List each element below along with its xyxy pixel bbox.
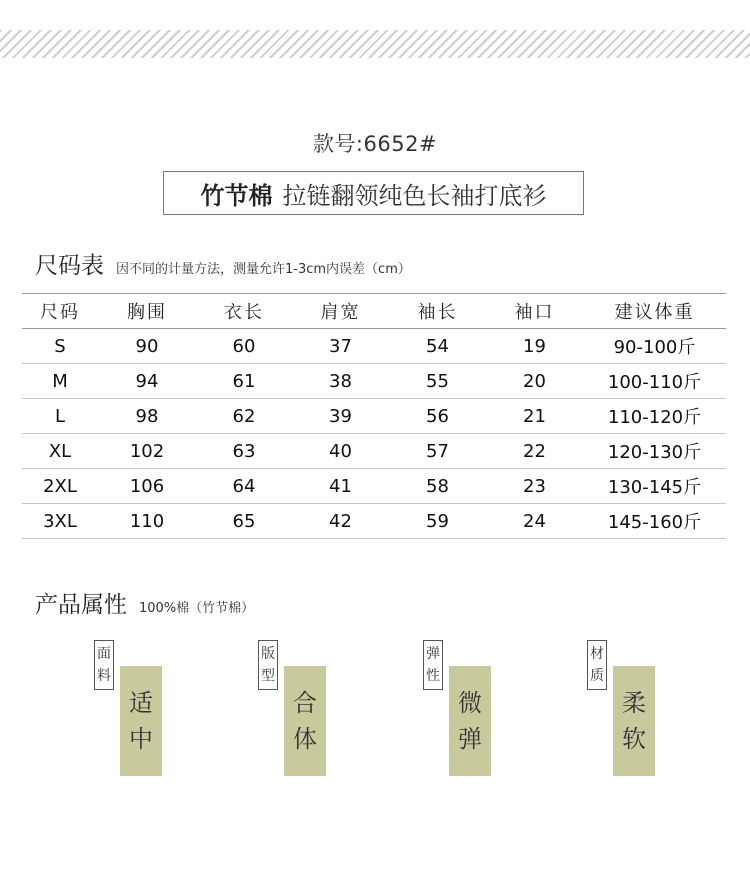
size-table xyxy=(22,293,726,539)
decorative-stripe-band xyxy=(0,30,750,58)
table-cell: 100-110斤 xyxy=(583,364,726,399)
attribute-value-char: 微 xyxy=(458,689,482,717)
attribute-value-char: 合 xyxy=(293,689,317,717)
attribute-label-char: 面 xyxy=(97,646,111,662)
attribute-label xyxy=(587,640,607,690)
table-cell: 145-160斤 xyxy=(583,504,726,539)
table-cell: 110 xyxy=(98,504,196,539)
style-number: 款号:6652# xyxy=(312,132,438,156)
table-cell: 3XL xyxy=(22,504,98,539)
size-section-header xyxy=(35,247,411,280)
attributes-section-title: 产品属性 xyxy=(35,592,127,618)
table-cell: 2XL xyxy=(22,469,98,504)
table-cell: 56 xyxy=(389,399,486,434)
attribute-value-char: 体 xyxy=(293,725,317,753)
attribute-value-char: 软 xyxy=(622,725,646,753)
attribute-label-char: 质 xyxy=(590,668,604,684)
table-cell: 24 xyxy=(486,504,583,539)
table-cell: M xyxy=(22,364,98,399)
table-cell: 98 xyxy=(98,399,196,434)
attribute-label xyxy=(258,640,278,690)
table-cell: 23 xyxy=(486,469,583,504)
attribute-fit xyxy=(258,640,338,780)
table-cell: 90-100斤 xyxy=(583,329,726,364)
size-section-note: 因不同的计量方法，测量允许1-3cm内误差（cm） xyxy=(116,262,411,277)
table-header-row xyxy=(22,294,726,329)
attribute-value xyxy=(284,666,326,776)
attribute-value xyxy=(613,666,655,776)
table-cell: 38 xyxy=(292,364,389,399)
table-row xyxy=(22,329,726,364)
attribute-fabric xyxy=(94,640,174,780)
table-cell: 63 xyxy=(196,434,292,469)
attribute-label-char: 版 xyxy=(261,646,275,662)
attribute-value-char: 弹 xyxy=(458,725,482,753)
table-row xyxy=(22,399,726,434)
column-header: 建议体重 xyxy=(583,294,726,329)
column-header: 袖长 xyxy=(389,294,486,329)
table-cell: 54 xyxy=(389,329,486,364)
table-cell: 65 xyxy=(196,504,292,539)
column-header: 胸围 xyxy=(98,294,196,329)
table-cell: L xyxy=(22,399,98,434)
product-title-box xyxy=(163,171,584,215)
column-header: 衣长 xyxy=(196,294,292,329)
attribute-material xyxy=(587,640,667,780)
table-cell: S xyxy=(22,329,98,364)
attribute-value xyxy=(449,666,491,776)
attribute-value-char: 柔 xyxy=(622,689,646,717)
product-title-bold: 竹节棉 xyxy=(200,181,273,210)
table-row xyxy=(22,469,726,504)
table-cell: 55 xyxy=(389,364,486,399)
attribute-value-char: 适 xyxy=(129,689,153,717)
attribute-value-char: 中 xyxy=(129,725,153,753)
table-row xyxy=(22,434,726,469)
table-cell: XL xyxy=(22,434,98,469)
attributes-section-header xyxy=(35,586,254,619)
table-cell: 58 xyxy=(389,469,486,504)
column-header: 袖口 xyxy=(486,294,583,329)
table-cell: 110-120斤 xyxy=(583,399,726,434)
table-cell: 39 xyxy=(292,399,389,434)
table-cell: 41 xyxy=(292,469,389,504)
product-title-rest: 拉链翻领纯色长袖打底衫 xyxy=(282,181,547,210)
table-row xyxy=(22,504,726,539)
table-cell: 61 xyxy=(196,364,292,399)
table-cell: 102 xyxy=(98,434,196,469)
table-cell: 64 xyxy=(196,469,292,504)
table-cell: 62 xyxy=(196,399,292,434)
table-cell: 42 xyxy=(292,504,389,539)
table-cell: 120-130斤 xyxy=(583,434,726,469)
attributes-section-note: 100%棉（竹节棉） xyxy=(139,601,255,616)
size-section-title: 尺码表 xyxy=(35,253,104,279)
table-cell: 94 xyxy=(98,364,196,399)
attribute-label-char: 型 xyxy=(261,668,275,684)
table-cell: 59 xyxy=(389,504,486,539)
attribute-label-char: 弹 xyxy=(426,646,440,662)
attribute-value xyxy=(120,666,162,776)
column-header: 尺码 xyxy=(22,294,98,329)
table-cell: 40 xyxy=(292,434,389,469)
table-cell: 22 xyxy=(486,434,583,469)
table-cell: 37 xyxy=(292,329,389,364)
attribute-label-char: 材 xyxy=(590,646,604,662)
attribute-label-char: 性 xyxy=(426,668,440,684)
table-cell: 106 xyxy=(98,469,196,504)
table-cell: 21 xyxy=(486,399,583,434)
table-row xyxy=(22,364,726,399)
attribute-label-char: 料 xyxy=(97,668,111,684)
attribute-label xyxy=(423,640,443,690)
attribute-label xyxy=(94,640,114,690)
table-cell: 20 xyxy=(486,364,583,399)
column-header: 肩宽 xyxy=(292,294,389,329)
table-cell: 57 xyxy=(389,434,486,469)
table-cell: 90 xyxy=(98,329,196,364)
attribute-elasticity xyxy=(423,640,503,780)
table-cell: 60 xyxy=(196,329,292,364)
table-cell: 130-145斤 xyxy=(583,469,726,504)
table-cell: 19 xyxy=(486,329,583,364)
